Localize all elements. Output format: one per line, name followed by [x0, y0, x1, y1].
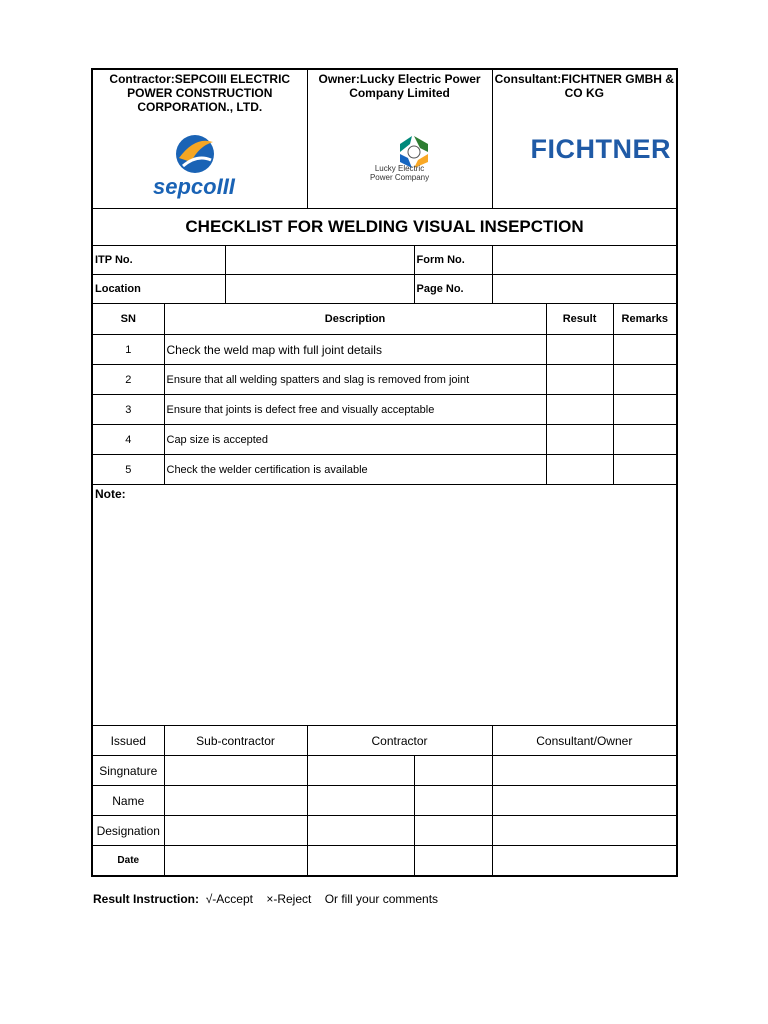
signoff-cell[interactable]	[164, 816, 307, 846]
signoff-cell[interactable]	[164, 846, 307, 877]
owner-cell	[307, 69, 492, 209]
checklist-row	[92, 335, 677, 365]
fichtner-logo: FICHTNER	[530, 134, 672, 164]
signoff-cell[interactable]	[492, 816, 677, 846]
comments-legend: Or fill your comments	[324, 892, 439, 906]
signoff-cell[interactable]	[164, 756, 307, 786]
result-instruction	[93, 892, 438, 906]
note-label: Note:	[95, 487, 126, 501]
item-description: Check the welder certification is available	[164, 455, 546, 485]
signoff-cell[interactable]	[414, 846, 492, 877]
signoff-row-label: Designation	[92, 816, 164, 846]
info-row-location	[92, 275, 677, 304]
item-remarks[interactable]	[613, 335, 677, 365]
signoff-cell[interactable]	[492, 846, 677, 877]
accept-legend: √-Accept	[205, 892, 253, 906]
checklist-sheet	[91, 68, 676, 877]
item-sn: 1	[92, 335, 164, 365]
remarks-header: Remarks	[613, 304, 677, 335]
signoff-cell[interactable]	[307, 786, 414, 816]
sepco-logo	[149, 132, 249, 202]
page-no-value[interactable]	[492, 275, 677, 304]
form-no-label: Form No.	[414, 246, 492, 275]
consultant-cell	[492, 69, 677, 209]
item-remarks[interactable]	[613, 455, 677, 485]
itp-value[interactable]	[225, 246, 414, 275]
signoff-row-label: Singnature	[92, 756, 164, 786]
item-description: Check the weld map with full joint details	[164, 335, 546, 365]
item-result[interactable]	[546, 455, 613, 485]
signoff-row	[92, 756, 677, 786]
contractor-header: Contractor	[307, 726, 492, 756]
checklist-row	[92, 395, 677, 425]
lucky-logo-line-2: Power Company	[369, 173, 430, 182]
consultant-label: Consultant:FICHTNER GMBH & CO KG	[494, 72, 674, 100]
signoff-cell[interactable]	[414, 786, 492, 816]
lucky-logo-line-1: Lucky Electric	[374, 164, 425, 173]
info-row-itp	[92, 246, 677, 275]
title-row	[92, 209, 677, 246]
signoff-cell[interactable]	[492, 756, 677, 786]
result-header: Result	[546, 304, 613, 335]
item-remarks[interactable]	[613, 395, 677, 425]
item-description: Ensure that joints is defect free and visually acceptable	[164, 395, 546, 425]
signoff-cell[interactable]	[492, 786, 677, 816]
lucky-logo-text	[308, 164, 492, 182]
item-description: Cap size is accepted	[164, 425, 546, 455]
itp-label: ITP No.	[92, 246, 225, 275]
instruction-label: Result Instruction:	[93, 892, 200, 906]
description-header: Description	[164, 304, 546, 335]
header-row	[92, 69, 677, 209]
signoff-cell[interactable]	[414, 756, 492, 786]
contractor-cell	[92, 69, 307, 209]
signoff-row	[92, 846, 677, 877]
checklist-table	[91, 68, 678, 877]
signoff-cell[interactable]	[307, 756, 414, 786]
item-description: Ensure that all welding spatters and slag is removed from joint	[164, 365, 546, 395]
form-no-value[interactable]	[492, 246, 677, 275]
signoff-cell[interactable]	[414, 816, 492, 846]
form-title: CHECKLIST FOR WELDING VISUAL INSEPCTION	[92, 209, 677, 246]
signoff-cell[interactable]	[307, 846, 414, 877]
checklist-row	[92, 365, 677, 395]
item-sn: 4	[92, 425, 164, 455]
signoff-row	[92, 786, 677, 816]
item-sn: 5	[92, 455, 164, 485]
page-no-label: Page No.	[414, 275, 492, 304]
note-area[interactable]	[92, 485, 677, 726]
item-remarks[interactable]	[613, 425, 677, 455]
signoff-row	[92, 816, 677, 846]
sepco-logo-wordmark: sepcoIII	[153, 174, 235, 199]
subcontractor-header: Sub-contractor	[164, 726, 307, 756]
item-remarks[interactable]	[613, 365, 677, 395]
checklist-row	[92, 455, 677, 485]
checklist-row	[92, 425, 677, 455]
reject-legend: ×-Reject	[266, 892, 312, 906]
signoff-row-label: Date	[92, 846, 164, 877]
signoff-row-label: Name	[92, 786, 164, 816]
item-result[interactable]	[546, 395, 613, 425]
item-result[interactable]	[546, 425, 613, 455]
issued-label: Issued	[92, 726, 164, 756]
item-result[interactable]	[546, 365, 613, 395]
item-sn: 2	[92, 365, 164, 395]
column-header-row	[92, 304, 677, 335]
signoff-cell[interactable]	[164, 786, 307, 816]
sn-header: SN	[92, 304, 164, 335]
location-label: Location	[92, 275, 225, 304]
owner-label: Owner:Lucky Electric Power Company Limited	[318, 72, 481, 100]
consultant-owner-header: Consultant/Owner	[492, 726, 677, 756]
contractor-label: Contractor:SEPCOIII ELECTRIC POWER CONSTRUCTION CORPORATION., LTD.	[109, 72, 291, 114]
item-result[interactable]	[546, 335, 613, 365]
note-row	[92, 485, 677, 726]
signoff-header-row	[92, 726, 677, 756]
signoff-cell[interactable]	[307, 816, 414, 846]
item-sn: 3	[92, 395, 164, 425]
location-value[interactable]	[225, 275, 414, 304]
